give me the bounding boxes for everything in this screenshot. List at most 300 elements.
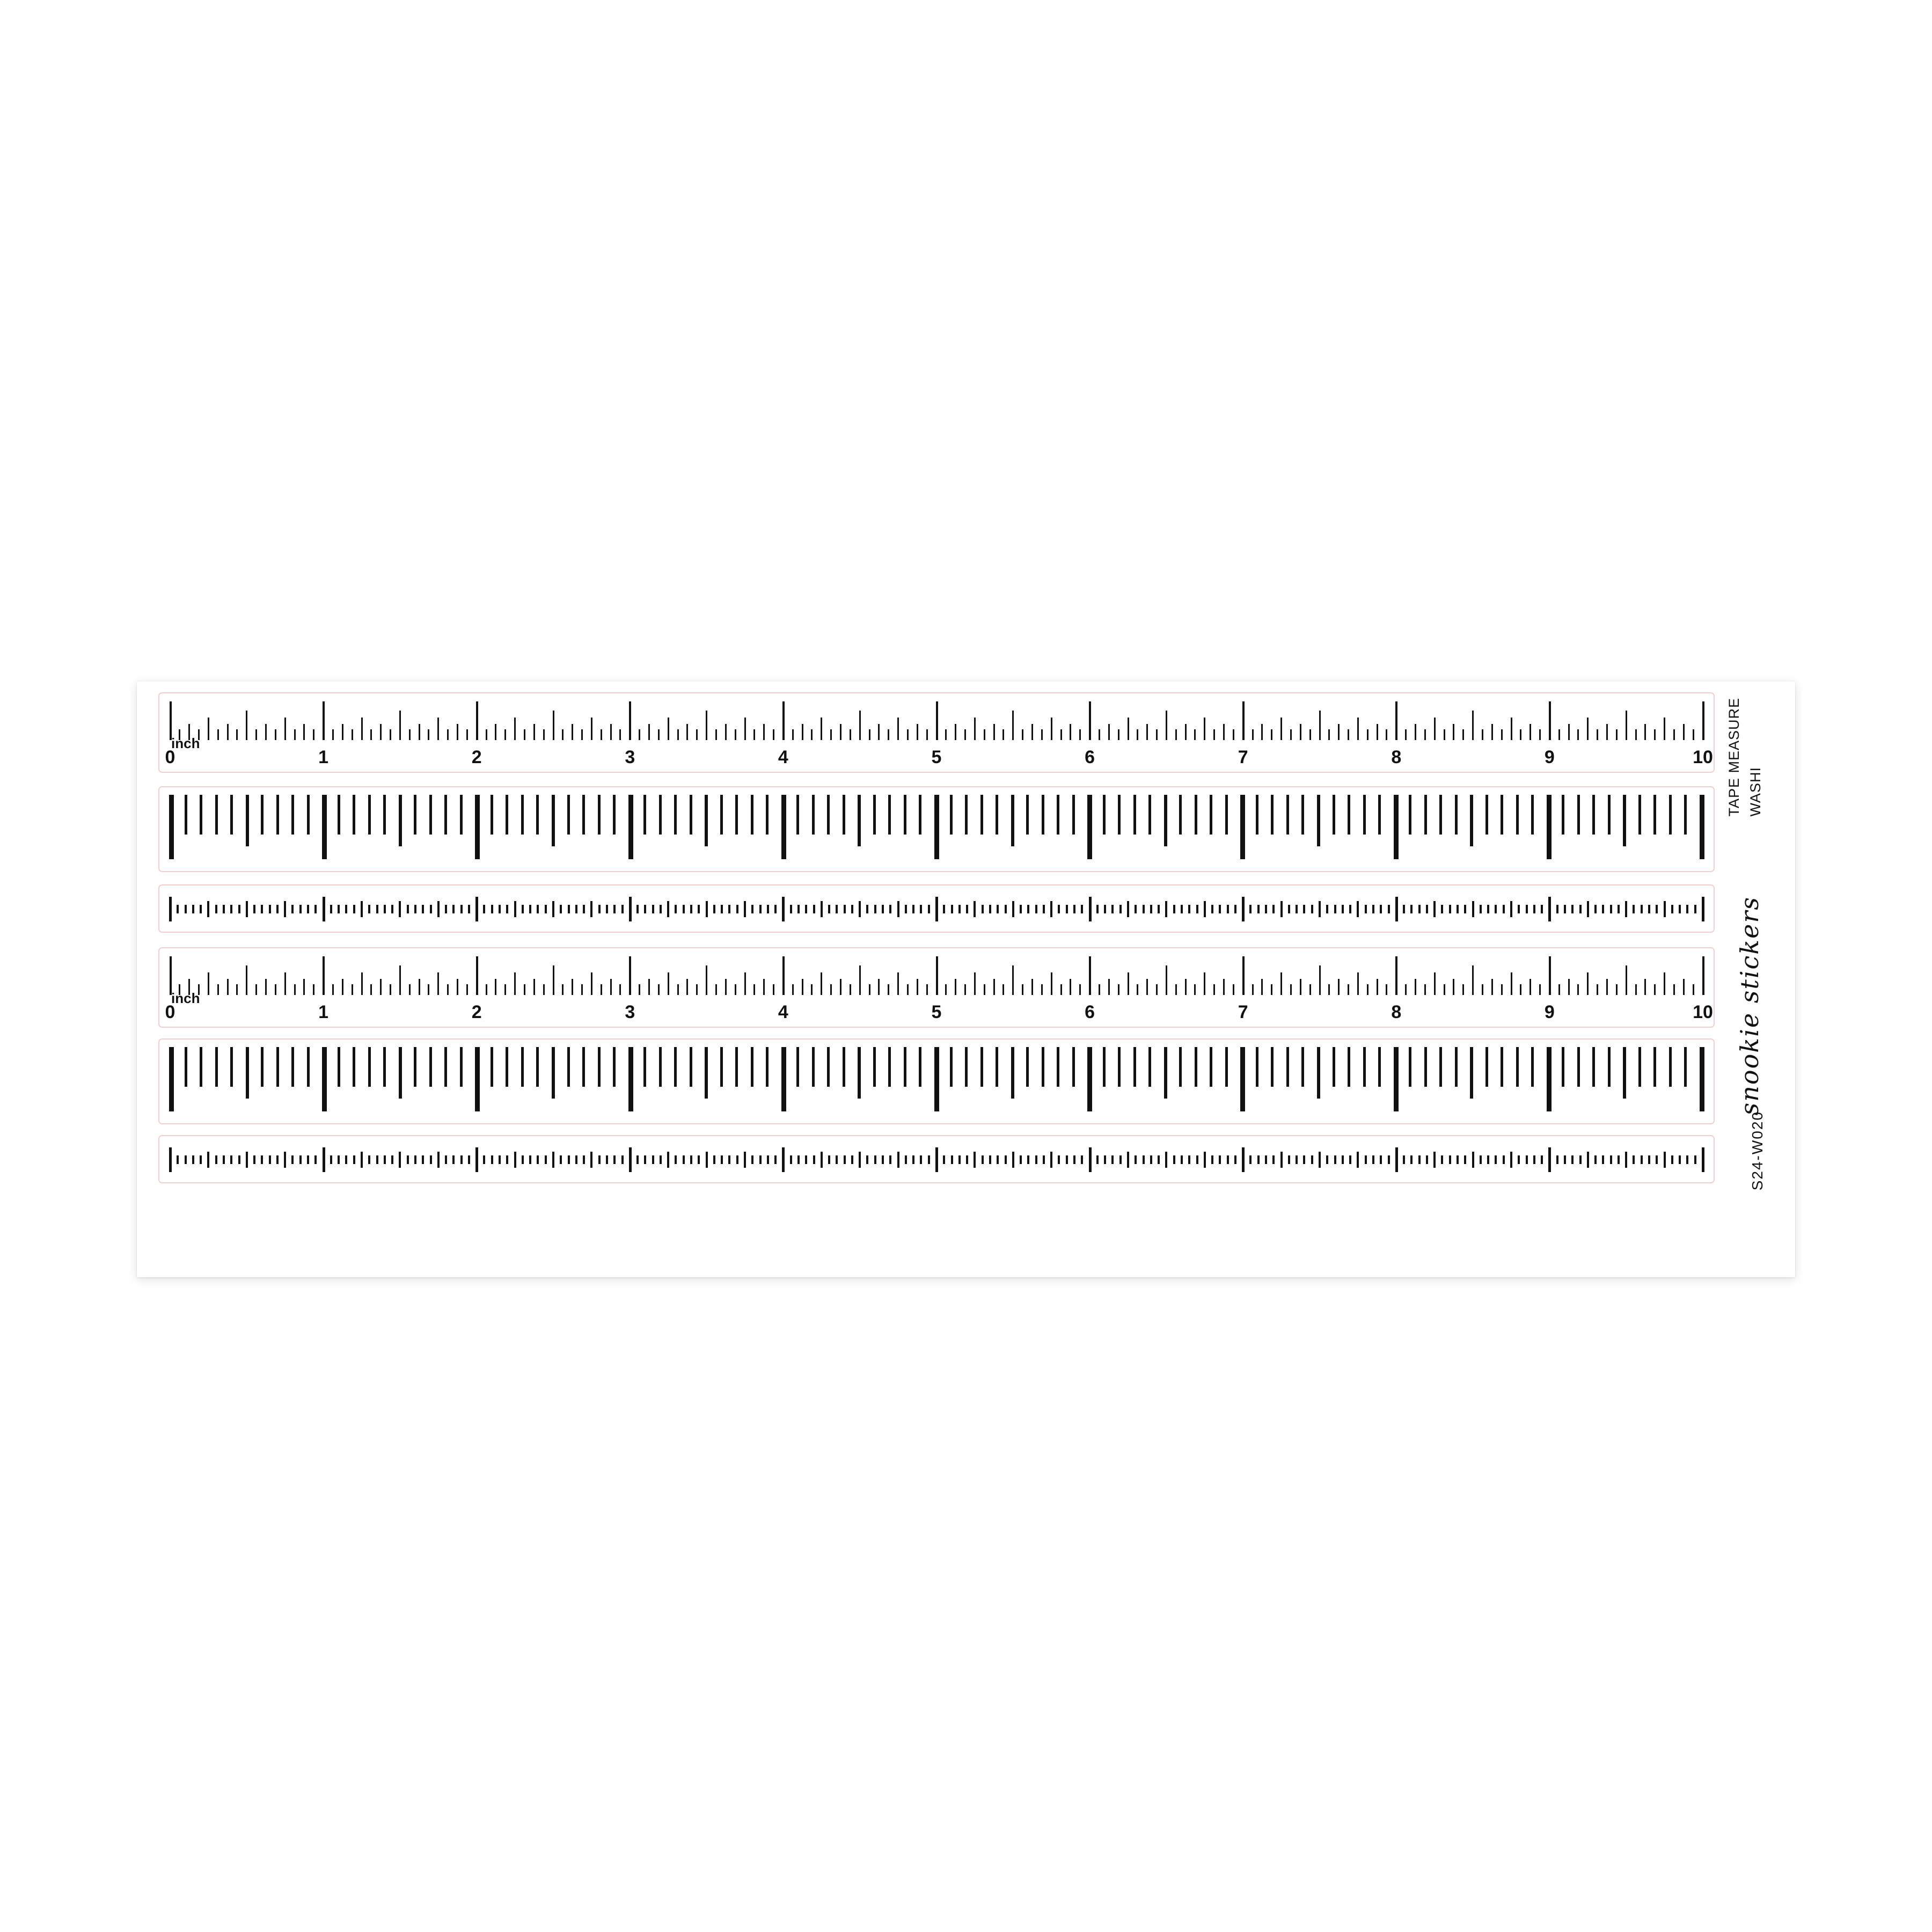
tape-tick bbox=[261, 795, 264, 835]
ruler-tick bbox=[897, 972, 899, 995]
ruler-tick bbox=[964, 984, 966, 995]
dash-tick bbox=[1418, 1155, 1421, 1164]
tape-tick bbox=[1103, 1047, 1106, 1087]
ruler-tick bbox=[466, 729, 468, 740]
ruler-tick bbox=[1501, 729, 1503, 740]
dash-tick-group bbox=[170, 895, 1703, 923]
dash-tick bbox=[790, 1155, 792, 1164]
tape-tick bbox=[1394, 795, 1399, 859]
ruler-tick bbox=[1702, 701, 1704, 740]
tape-tick bbox=[521, 1047, 524, 1087]
ruler-tick bbox=[294, 729, 296, 740]
ruler-tick bbox=[1271, 984, 1272, 995]
tape-tick bbox=[230, 1047, 233, 1087]
dash-tick bbox=[238, 1155, 240, 1164]
dash-tick bbox=[1633, 905, 1635, 913]
dash-tick bbox=[1633, 1155, 1635, 1164]
dash-tick bbox=[314, 905, 317, 913]
dash-tick bbox=[230, 905, 232, 913]
tape-tick bbox=[613, 795, 616, 835]
dash-tick bbox=[713, 905, 715, 913]
dash-tick bbox=[1410, 1155, 1413, 1164]
ruler-tick bbox=[1089, 956, 1091, 995]
tape-tick bbox=[751, 795, 753, 835]
dash-tick bbox=[882, 1155, 884, 1164]
dash-tick bbox=[1526, 905, 1528, 913]
dash-tick bbox=[261, 905, 263, 913]
dash-tick bbox=[652, 905, 654, 913]
sticker-strip-small-dash[interactable] bbox=[158, 884, 1715, 933]
ruler-tick bbox=[1405, 984, 1407, 995]
sticker-strip-bold-tape[interactable] bbox=[158, 1038, 1715, 1124]
dash-tick bbox=[1518, 905, 1520, 913]
tape-tick bbox=[796, 795, 799, 835]
dash-tick bbox=[713, 1155, 715, 1164]
ruler-tick bbox=[1252, 729, 1254, 740]
tape-tick bbox=[1148, 795, 1151, 835]
dash-tick bbox=[200, 905, 202, 913]
dash-tick bbox=[338, 905, 340, 913]
tape-tick bbox=[643, 1047, 646, 1087]
dash-tick bbox=[1664, 1152, 1666, 1168]
ruler-tick bbox=[275, 984, 276, 995]
dash-tick bbox=[368, 1155, 370, 1164]
dash-tick bbox=[813, 1155, 815, 1164]
dash-tick bbox=[667, 901, 669, 917]
tape-tick bbox=[200, 795, 202, 835]
dash-tick bbox=[422, 1155, 424, 1164]
tape-tick bbox=[185, 1047, 187, 1087]
bold-tick-group bbox=[171, 1047, 1702, 1116]
ruler-tick bbox=[313, 729, 314, 740]
ruler-tick bbox=[850, 984, 851, 995]
tape-tick bbox=[1256, 1047, 1258, 1087]
tape-tick bbox=[996, 795, 998, 835]
dash-tick bbox=[1702, 1147, 1704, 1172]
dash-tick bbox=[1610, 905, 1612, 913]
ruler-tick bbox=[409, 729, 411, 740]
dash-tick bbox=[897, 1152, 899, 1168]
dash-tick bbox=[460, 1155, 463, 1164]
tape-tick bbox=[888, 1047, 891, 1087]
ruler-tick bbox=[1070, 724, 1071, 740]
dash-tick bbox=[851, 905, 853, 913]
dash-tick bbox=[1035, 905, 1037, 913]
ruler-tick bbox=[648, 724, 650, 740]
dash-tick bbox=[1211, 1155, 1213, 1164]
tape-tick bbox=[200, 1047, 202, 1087]
dash-tick bbox=[200, 1155, 202, 1164]
dash-tick bbox=[1441, 905, 1443, 913]
ruler-tick bbox=[744, 718, 746, 740]
ruler-tick bbox=[601, 729, 602, 740]
dash-tick bbox=[475, 1147, 478, 1172]
dash-tick bbox=[361, 1152, 363, 1168]
dash-tick bbox=[1173, 1155, 1175, 1164]
dash-tick bbox=[307, 905, 309, 913]
ruler-tick bbox=[1118, 984, 1119, 995]
ruler-tick bbox=[668, 972, 669, 995]
dash-tick bbox=[560, 905, 562, 913]
ruler-tick bbox=[811, 729, 813, 740]
dash-tick bbox=[475, 897, 478, 921]
sheet-title-line1: TAPE MEASURE bbox=[1726, 698, 1742, 817]
dash-tick bbox=[1472, 1152, 1474, 1168]
tape-tick bbox=[215, 795, 218, 835]
ruler-tick bbox=[323, 956, 325, 995]
tape-tick bbox=[628, 795, 633, 859]
dash-tick bbox=[491, 905, 493, 913]
dash-tick bbox=[1556, 905, 1558, 913]
ruler-tick bbox=[1434, 972, 1436, 995]
ruler-tick bbox=[830, 729, 832, 740]
dash-tick bbox=[1181, 905, 1183, 913]
tape-tick bbox=[1011, 1047, 1014, 1099]
dash-tick bbox=[1472, 901, 1474, 917]
ruler-tick bbox=[1194, 729, 1196, 740]
tape-tick bbox=[1271, 1047, 1274, 1087]
ruler-tick bbox=[1558, 984, 1560, 995]
ruler-tick bbox=[1089, 701, 1091, 740]
sticker-strip-inch-ruler[interactable] bbox=[158, 947, 1715, 1028]
dash-tick bbox=[1426, 1155, 1428, 1164]
dash-tick bbox=[928, 1155, 930, 1164]
dash-tick bbox=[1671, 905, 1673, 913]
dash-tick bbox=[613, 1155, 616, 1164]
dash-tick bbox=[1073, 1155, 1075, 1164]
dash-tick bbox=[1510, 1152, 1512, 1168]
ruler-tick bbox=[1539, 984, 1541, 995]
ruler-tick bbox=[1271, 729, 1272, 740]
tape-tick bbox=[950, 795, 953, 835]
dash-tick bbox=[1618, 1155, 1620, 1164]
ruler-tick bbox=[1242, 956, 1245, 995]
ruler-tick bbox=[553, 711, 554, 740]
dash-tick bbox=[499, 1155, 501, 1164]
dash-tick bbox=[514, 1152, 516, 1168]
dash-tick bbox=[545, 905, 547, 913]
dash-tick bbox=[912, 905, 914, 913]
tape-tick bbox=[1195, 1047, 1197, 1087]
dash-tick bbox=[1610, 1155, 1612, 1164]
ruler-tick bbox=[811, 984, 813, 995]
sheet-title-line2: WASHI bbox=[1747, 767, 1763, 817]
tape-tick bbox=[965, 1047, 968, 1087]
dash-tick bbox=[974, 1152, 976, 1168]
tape-tick bbox=[598, 795, 601, 835]
ruler-tick bbox=[658, 984, 660, 995]
dash-tick bbox=[230, 1155, 232, 1164]
ruler-tick bbox=[217, 984, 219, 995]
ruler-tick bbox=[217, 729, 219, 740]
dash-tick bbox=[935, 1147, 938, 1172]
tape-tick bbox=[414, 795, 416, 835]
ruler-tick bbox=[437, 718, 439, 740]
tape-tick bbox=[965, 795, 968, 835]
ruler-tick bbox=[1491, 724, 1493, 740]
tape-tick bbox=[843, 1047, 845, 1087]
ruler-tick bbox=[984, 984, 985, 995]
tape-tick bbox=[1485, 795, 1488, 835]
dash-tick bbox=[1135, 1155, 1137, 1164]
tape-tick bbox=[1179, 795, 1182, 835]
ruler-tick bbox=[1462, 984, 1464, 995]
dash-tick bbox=[269, 1155, 271, 1164]
dash-tick bbox=[1005, 905, 1007, 913]
dash-tick bbox=[353, 905, 355, 913]
tape-tick bbox=[1240, 1047, 1245, 1111]
dash-tick bbox=[391, 1155, 393, 1164]
dash-tick bbox=[866, 1155, 868, 1164]
tape-tick bbox=[1501, 795, 1503, 835]
dash-tick bbox=[1111, 905, 1114, 913]
tape-tick bbox=[659, 1047, 662, 1087]
ruler-tick bbox=[753, 984, 755, 995]
dash-tick bbox=[1326, 1155, 1328, 1164]
tape-tick bbox=[705, 1047, 708, 1099]
dash-tick bbox=[430, 1155, 432, 1164]
dash-tick bbox=[1380, 905, 1382, 913]
tape-tick bbox=[766, 795, 769, 835]
dash-tick bbox=[1342, 905, 1344, 913]
ruler-tick bbox=[170, 956, 172, 995]
tape-tick bbox=[1348, 795, 1350, 835]
dash-tick bbox=[1418, 905, 1421, 913]
dash-tick bbox=[1395, 897, 1398, 921]
ruler-tick bbox=[1377, 979, 1378, 995]
brand-name: snookie stickers bbox=[1735, 896, 1764, 1116]
tape-tick bbox=[1301, 1047, 1304, 1087]
dash-tick bbox=[1234, 1155, 1236, 1164]
ruler-tick bbox=[208, 972, 209, 995]
tape-tick bbox=[980, 795, 983, 835]
ruler-tick bbox=[725, 979, 727, 995]
dash-tick bbox=[207, 901, 209, 917]
tape-tick bbox=[582, 1047, 585, 1087]
ruler-tick bbox=[428, 984, 429, 995]
tape-tick bbox=[353, 795, 355, 835]
ruler-tick bbox=[1223, 979, 1225, 995]
ruler-tick bbox=[1472, 711, 1474, 740]
dash-tick bbox=[1196, 905, 1198, 913]
sticker-sheet bbox=[137, 682, 1795, 1277]
tape-tick bbox=[613, 1047, 616, 1087]
tape-tick bbox=[1684, 795, 1687, 835]
dash-tick bbox=[1372, 1155, 1374, 1164]
dash-tick bbox=[552, 901, 554, 917]
dash-tick bbox=[384, 1155, 386, 1164]
ruler-tick bbox=[390, 984, 391, 995]
ruler-tick bbox=[399, 965, 401, 995]
dash-tick bbox=[1066, 905, 1068, 913]
dash-tick bbox=[1296, 1155, 1298, 1164]
ruler-tick bbox=[1204, 972, 1205, 995]
tape-tick bbox=[338, 1047, 340, 1087]
tape-tick bbox=[858, 1047, 861, 1099]
dash-tick bbox=[774, 1155, 777, 1164]
dash-tick bbox=[583, 1155, 585, 1164]
inch-unit-label: inch bbox=[171, 990, 200, 1006]
dash-tick bbox=[1564, 1155, 1566, 1164]
dash-tick bbox=[1579, 905, 1582, 913]
ruler-number-label: 3 bbox=[625, 1002, 635, 1022]
ruler-tick bbox=[1338, 979, 1340, 995]
tape-tick bbox=[1608, 795, 1611, 835]
ruler-tick bbox=[255, 984, 257, 995]
dash-tick bbox=[744, 1152, 746, 1168]
ruler-tick bbox=[792, 729, 794, 740]
dash-tick bbox=[1694, 905, 1696, 913]
tape-tick bbox=[1700, 795, 1704, 859]
sheet-title bbox=[1723, 698, 1766, 817]
ruler-tick bbox=[648, 979, 650, 995]
dash-tick bbox=[223, 1155, 225, 1164]
tape-tick bbox=[444, 1047, 447, 1087]
dash-tick bbox=[299, 905, 302, 913]
dash-tick bbox=[1073, 905, 1075, 913]
ruler-tick bbox=[1156, 984, 1158, 995]
dash-tick bbox=[323, 1147, 325, 1172]
dash-tick bbox=[1664, 901, 1666, 917]
dash-tick bbox=[675, 905, 677, 913]
ruler-number-label: 3 bbox=[625, 747, 635, 767]
ruler-tick bbox=[619, 984, 621, 995]
tape-tick bbox=[552, 795, 555, 846]
tape-tick bbox=[1562, 795, 1564, 835]
inch-unit-label: inch bbox=[171, 735, 200, 751]
tape-tick bbox=[552, 1047, 555, 1099]
ruler-tick bbox=[342, 979, 343, 995]
dash-tick bbox=[345, 905, 347, 913]
tape-tick bbox=[1225, 795, 1228, 835]
dash-tick bbox=[698, 905, 700, 913]
tape-tick bbox=[1317, 795, 1320, 846]
dash-tick bbox=[1433, 901, 1436, 917]
dash-tick bbox=[844, 1155, 846, 1164]
dash-tick bbox=[460, 905, 463, 913]
tape-tick bbox=[934, 1047, 939, 1111]
dash-tick bbox=[1548, 1147, 1551, 1172]
tape-tick bbox=[1547, 1047, 1552, 1111]
ruler-tick bbox=[1357, 972, 1359, 995]
dash-tick bbox=[920, 905, 922, 913]
dash-tick bbox=[1296, 905, 1298, 913]
ruler-tick bbox=[1549, 701, 1551, 740]
dash-tick bbox=[874, 1155, 876, 1164]
ruler-tick bbox=[744, 972, 746, 995]
ruler-number-label: 4 bbox=[778, 1002, 788, 1022]
ruler-tick bbox=[1664, 972, 1665, 995]
tape-tick bbox=[720, 1047, 723, 1087]
dash-tick bbox=[1165, 1152, 1167, 1168]
ruler-tick bbox=[294, 984, 296, 995]
dash-tick bbox=[728, 905, 730, 913]
tape-tick bbox=[1225, 1047, 1228, 1087]
dash-tick bbox=[667, 1152, 669, 1168]
tape-tick bbox=[1164, 1047, 1167, 1099]
ruler-tick bbox=[936, 701, 938, 740]
ruler-number-label: 4 bbox=[778, 747, 788, 767]
ruler-tick bbox=[495, 979, 496, 995]
ruler-tick bbox=[1386, 729, 1387, 740]
dash-tick bbox=[338, 1155, 340, 1164]
dash-tick bbox=[207, 1152, 209, 1168]
dash-tick bbox=[483, 1155, 485, 1164]
tape-tick bbox=[185, 795, 187, 835]
ruler-tick bbox=[361, 718, 363, 740]
dash-tick bbox=[399, 901, 401, 917]
ruler-tick bbox=[964, 729, 966, 740]
ruler-tick bbox=[236, 984, 238, 995]
dash-tick bbox=[721, 1155, 723, 1164]
dash-tick bbox=[844, 905, 846, 913]
ruler-tick bbox=[1529, 979, 1531, 995]
dash-tick bbox=[1372, 905, 1374, 913]
ruler-tick bbox=[802, 979, 803, 995]
ruler-tick bbox=[1137, 984, 1138, 995]
ruler-tick bbox=[303, 979, 305, 995]
ruler-tick bbox=[610, 979, 612, 995]
ruler-tick bbox=[1290, 729, 1292, 740]
tape-tick bbox=[1118, 1047, 1121, 1087]
ruler-tick bbox=[1213, 729, 1215, 740]
dash-tick bbox=[958, 905, 961, 913]
ruler-tick bbox=[715, 984, 717, 995]
ruler-number-label: 6 bbox=[1085, 747, 1095, 767]
dash-tick bbox=[920, 1155, 922, 1164]
dash-tick bbox=[1058, 1155, 1060, 1164]
dash-tick bbox=[291, 1155, 294, 1164]
tape-tick bbox=[506, 795, 508, 835]
dash-tick bbox=[1648, 1155, 1650, 1164]
tape-tick bbox=[276, 1047, 279, 1087]
tape-tick bbox=[1592, 795, 1595, 835]
dash-tick bbox=[1433, 1152, 1436, 1168]
ruler-tick bbox=[1616, 984, 1618, 995]
dash-tick bbox=[1111, 1155, 1114, 1164]
dash-tick bbox=[1526, 1155, 1528, 1164]
dash-tick bbox=[1334, 1155, 1336, 1164]
dash-tick bbox=[185, 1155, 187, 1164]
ruler-number-label: 9 bbox=[1544, 747, 1555, 767]
ruler-tick bbox=[763, 979, 765, 995]
tape-tick bbox=[460, 795, 463, 835]
ruler-tick bbox=[1597, 729, 1598, 740]
dash-tick bbox=[790, 905, 792, 913]
dash-tick bbox=[997, 905, 999, 913]
ruler-tick bbox=[639, 984, 640, 995]
ruler-tick bbox=[399, 711, 401, 740]
tape-tick bbox=[475, 1047, 480, 1111]
ruler-tick bbox=[1079, 729, 1081, 740]
sticker-strip-small-dash[interactable] bbox=[158, 1135, 1715, 1183]
dash-tick bbox=[1548, 897, 1551, 921]
ruler-tick bbox=[686, 724, 688, 740]
ruler-tick bbox=[1022, 729, 1023, 740]
ruler-tick bbox=[1194, 984, 1196, 995]
dash-tick bbox=[1579, 1155, 1582, 1164]
dash-tick bbox=[269, 905, 271, 913]
dash-tick bbox=[215, 905, 217, 913]
ruler-tick bbox=[1683, 724, 1685, 740]
tape-tick bbox=[1148, 1047, 1151, 1087]
ruler-tick bbox=[380, 724, 382, 740]
ruler-tick bbox=[246, 711, 247, 740]
sticker-strip-inch-ruler[interactable] bbox=[158, 692, 1715, 773]
sticker-strip-bold-tape[interactable] bbox=[158, 786, 1715, 872]
ruler-tick bbox=[1185, 724, 1187, 740]
dash-tick bbox=[1043, 905, 1045, 913]
